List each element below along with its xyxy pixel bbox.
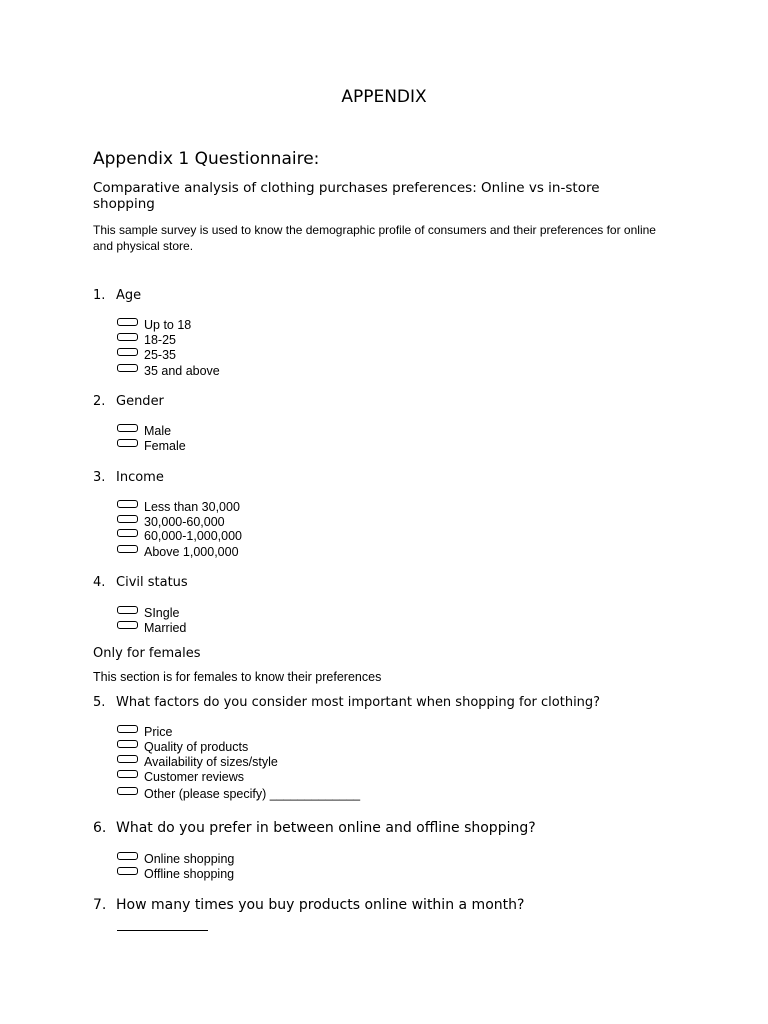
option-less-than-30000[interactable] [117,500,240,515]
option-male[interactable] [117,424,171,439]
appendix-heading: Appendix 1 Questionnaire: [93,149,320,169]
option-label: 18-25 [144,333,176,347]
option-label: Less than 30,000 [144,500,240,514]
question-factors [93,695,600,710]
question-number: 3. [93,470,106,485]
checkbox[interactable] [117,770,138,778]
option-label: 30,000-60,000 [144,515,225,529]
question-text: What do you prefer in between online and offline shopping? [116,820,536,836]
option-60000-1000000[interactable] [117,529,242,544]
question-text: How many times you buy products online within a month? [116,897,525,913]
question-number: 7. [93,897,107,913]
option-label: Quality of products [144,740,249,754]
option-label: Availability of sizes/style [144,755,278,769]
option-label: 25-35 [144,348,176,362]
question-civil-status [93,575,188,590]
checkbox[interactable] [117,606,138,614]
option-offline-shopping[interactable] [117,867,234,882]
option-label: 60,000-1,000,000 [144,529,243,543]
question-text: Income [116,470,164,485]
question-number: 2. [93,394,106,409]
question-text: What factors do you consider most important when shopping for clothing? [116,695,601,710]
question-frequency [93,897,524,913]
page-title: APPENDIX [341,87,427,107]
checkbox[interactable] [117,500,138,508]
checkbox[interactable] [117,787,138,795]
checkbox[interactable] [117,424,138,432]
survey-intro: This sample survey is used to know the demographic profile of consumers and their preferences for online and physical store. [93,223,656,253]
option-online-shopping[interactable] [117,852,234,867]
option-married[interactable] [117,621,186,636]
checkbox[interactable] [117,545,138,553]
option-label: Up to 18 [144,318,192,332]
checkbox[interactable] [117,740,138,748]
option-quality[interactable] [117,740,248,755]
answer-blank-line[interactable] [117,926,208,931]
question-number: 6. [93,820,107,836]
checkbox[interactable] [117,725,138,733]
checkbox[interactable] [117,348,138,356]
option-single[interactable] [117,606,179,621]
option-label: Customer reviews [144,770,245,784]
option-above-1000000[interactable] [117,545,239,560]
option-label: 35 and above [144,364,220,378]
option-label: Male [144,424,172,438]
checkbox[interactable] [117,852,138,860]
question-number: 4. [93,575,106,590]
option-label: Married [144,621,187,635]
checkbox[interactable] [117,439,138,447]
section-title: Only for females [93,646,201,661]
question-age [93,288,141,303]
question-number: 1. [93,288,106,303]
option-label: Price [144,725,173,739]
option-up-to-18[interactable] [117,318,191,333]
question-number: 5. [93,695,106,710]
option-label: Above 1,000,000 [144,545,239,559]
option-female[interactable] [117,439,186,454]
checkbox[interactable] [117,318,138,326]
option-label: Female [144,439,186,453]
question-text: Civil status [116,575,188,590]
option-18-25[interactable] [117,333,176,348]
question-text: Gender [116,394,164,409]
question-income [93,470,164,485]
option-label: Online shopping [144,852,235,866]
question-preference [93,820,536,836]
checkbox[interactable] [117,529,138,537]
option-price[interactable] [117,725,172,740]
checkbox[interactable] [117,364,138,372]
option-customer-reviews[interactable] [117,770,244,785]
checkbox[interactable] [117,867,138,875]
checkbox[interactable] [117,333,138,341]
option-30000-60000[interactable] [117,515,225,530]
survey-title: Comparative analysis of clothing purchases preferences: Online vs in-store shopping [93,180,600,212]
section-note: This section is for females to know their preferences [93,670,382,684]
option-label: SIngle [144,606,180,620]
checkbox[interactable] [117,515,138,523]
question-gender [93,394,164,409]
question-text: Age [116,288,142,303]
option-other[interactable] [117,787,360,802]
option-label: Offline shopping [144,867,235,881]
option-35-and-above[interactable] [117,364,220,379]
option-availability[interactable] [117,755,278,770]
checkbox[interactable] [117,755,138,763]
option-label: Other (please specify) _____________ [144,787,361,801]
checkbox[interactable] [117,621,138,629]
option-25-35[interactable] [117,348,176,363]
